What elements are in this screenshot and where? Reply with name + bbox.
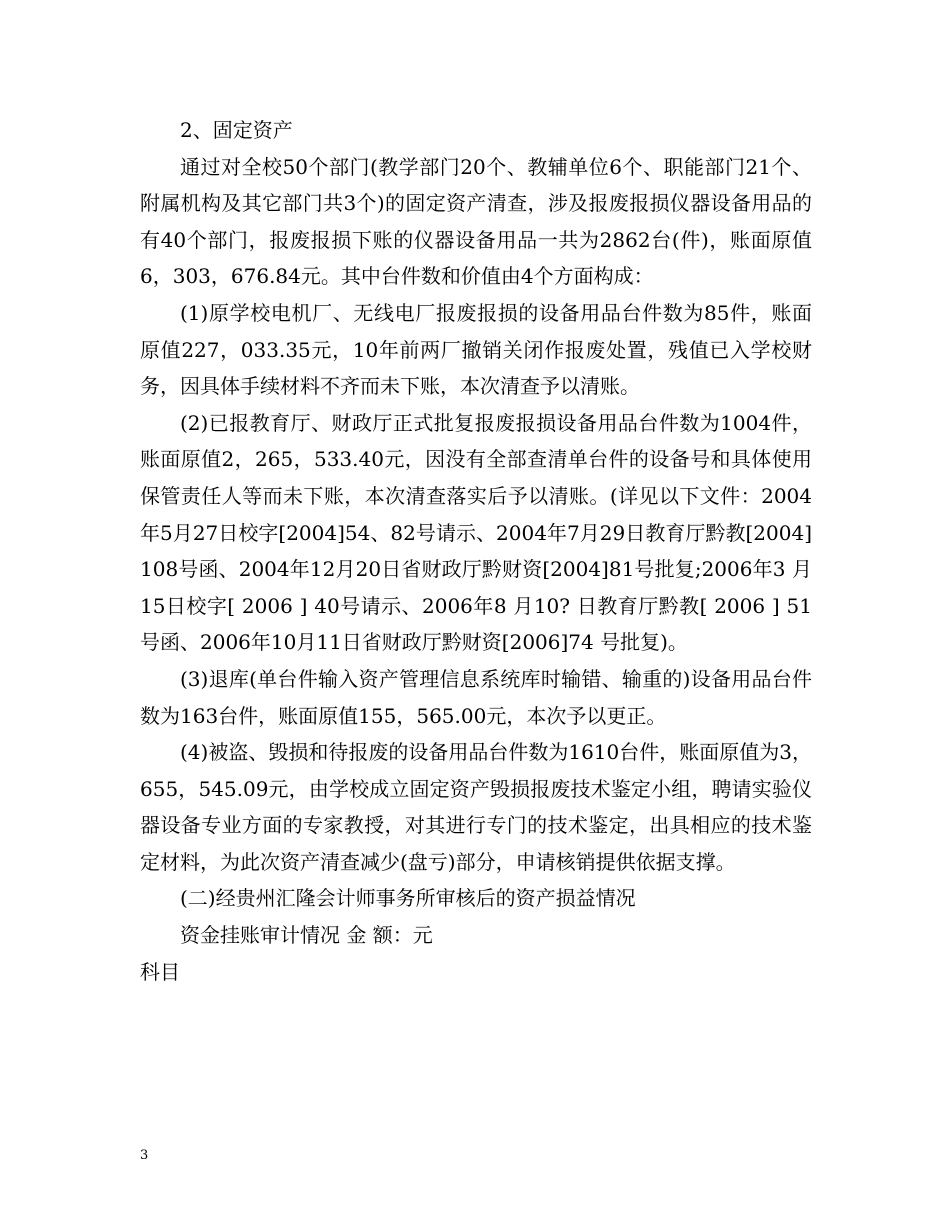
table-caption: 资金挂账审计情况 金 额：元 xyxy=(180,923,433,948)
paragraph-overview: 通过对全校50个部门(教学部门20个、教辅单位6个、职能部门21个、附属机构及其它部门共3个)的固定资产清查，涉及报废报损仪器设备用品的有40个部门，报废报损下账的仪器设备用品一共为2862台(件)，账面原值6，303，676.84元。其中台件数和价值由4个方面构成： xyxy=(140,154,812,289)
page-number: 3 xyxy=(140,1148,149,1163)
document-body xyxy=(140,112,812,990)
paragraph-item-2: (2)已报教育厅、财政厅正式批复报废报损设备用品台件数为1004件，账面原值2，265，533.40元，因没有全部查清单台件的设备号和具体使用保管责任人等而未下账，本次清查落实后予以清账。(详见以下文件：2004年5月27日校字[2004]54、82号请示、2004年7月29日教育厅黔教[2004]108号函、2004年12月20日省财政厅黔财资[2004]81号批复;2006年3 月 15日校字[ 2006 ] 40号请示、2006年8 月10? 日教育厅黔教[ 2006 ] 51 号函、2006年10月11日省财政厅黔财资[2006]74 号批复)。 xyxy=(140,410,812,655)
paragraph-item-1: (1)原学校电机厂、无线电厂报废报损的设备用品台件数为85件，账面原值227，033.35元，10年前两厂撤销关闭作报废处置，残值已入学校财务，因具体手续材料不齐而未下账，本次清查予以清账。 xyxy=(140,300,812,399)
paragraph-item-4: (4)被盗、毁损和待报废的设备用品台件数为1610台件，账面原值为3，655，545.09元，由学校成立固定资产毁损报废技术鉴定小组，聘请实验仪器设备专业方面的专家教授，对其进行专门的技术鉴定，出具相应的技术鉴定材料，为此次资产清查减少(盘亏)部分，申请核销提供依据支撑。 xyxy=(140,740,812,874)
table-header-subject: 科目 xyxy=(140,959,180,984)
paragraph-item-3: (3)退库(单台件输入资产管理信息系统库时输错、输重的)设备用品台件数为163台件，账面原值155，565.00元，本次予以更正。 xyxy=(140,666,812,728)
section-heading-fixed-assets: 2、固定资产 xyxy=(180,118,293,142)
section-heading-audit-results: (二)经贵州汇隆会计师事务所审核后的资产损益情况 xyxy=(180,886,636,911)
